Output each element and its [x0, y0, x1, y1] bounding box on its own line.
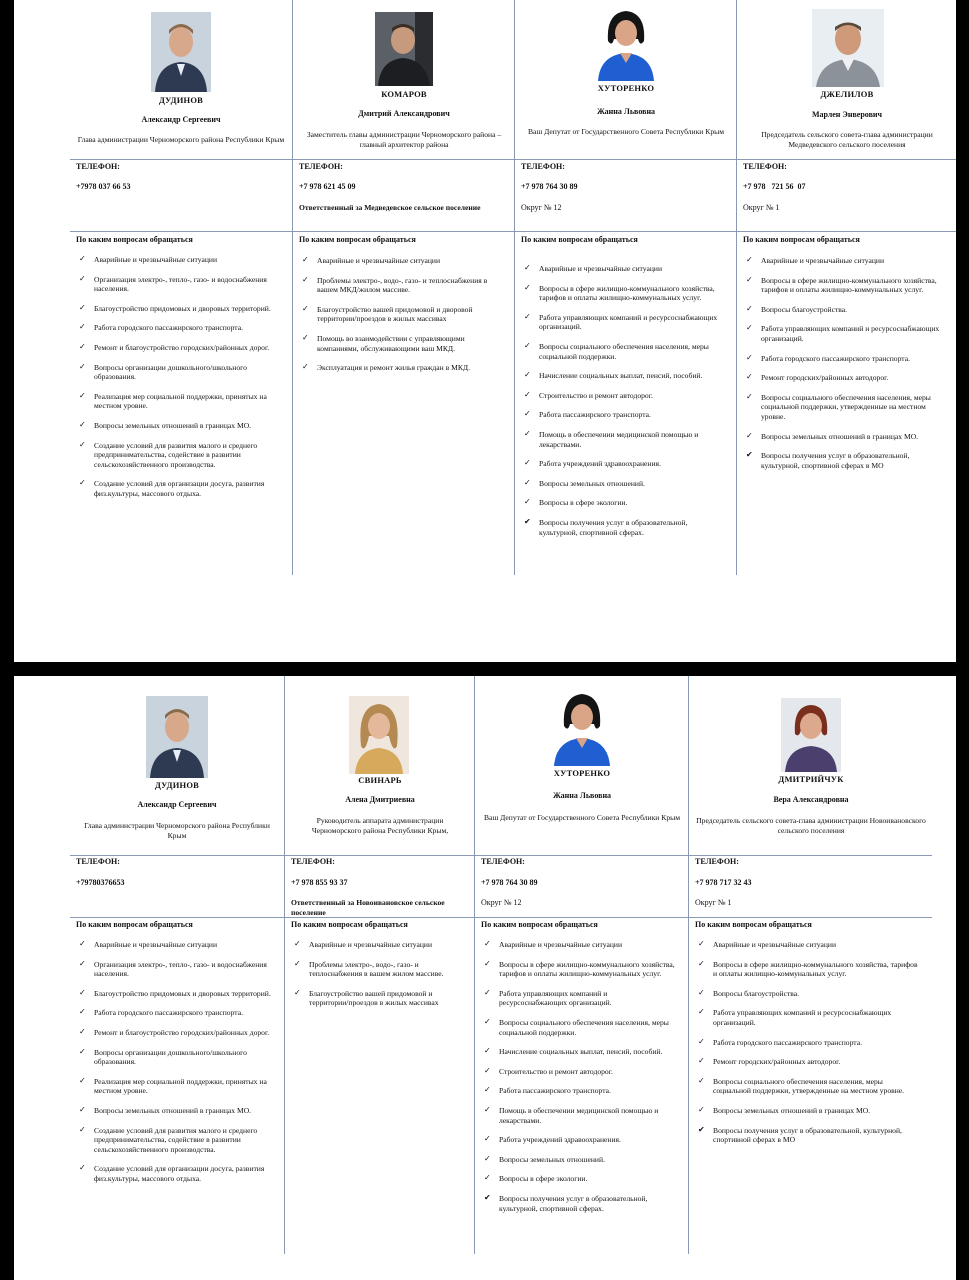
check-icon: ✓: [79, 1163, 86, 1173]
list-item: ✓ Вопросы в сфере экологии.: [484, 1173, 588, 1184]
list-item: ✓ Благоустройство придомовых и дворовых территорий.: [79, 987, 271, 998]
person-surname: ДУДИНОВ: [158, 95, 204, 105]
list-item: ✓ Работа учреждений здравоохранения.: [484, 1134, 621, 1145]
list-item: ✓ Работа городского пассажирского транспорта.: [79, 322, 243, 333]
topics-list: [475, 940, 689, 1223]
list-item: ✓ Реализация мер социальной поддержки, принятых на местном уровне.: [79, 390, 267, 411]
check-icon: ✓: [79, 958, 86, 968]
topics-list: [515, 264, 737, 547]
check-icon: ✓: [698, 939, 705, 948]
responsibility-note: Ответственный за Новоивановское сельское поселение: [291, 898, 445, 917]
check-icon: ✓: [524, 370, 531, 380]
check-icon: ✓: [746, 274, 753, 284]
check-icon: ✓: [484, 939, 491, 948]
list-item: ✓ Работа городского пассажирского транспорта.: [746, 352, 910, 363]
list-item: ✓ Аварийные и чрезвычайные ситуации: [79, 254, 218, 264]
phone-number: +79780376653: [76, 878, 125, 887]
portrait-photo: [146, 696, 208, 778]
list-item: ✓ Ремонт и благоустройство городских/районных дорог.: [79, 341, 270, 352]
person-surname: ХУТОРЕНКО: [597, 83, 655, 93]
check-icon: ✔: [524, 516, 531, 526]
list-item: ✓ Вопросы организации дошкольного/школьного образования.: [79, 361, 247, 382]
person-position: Глава администрации Черноморского района Республики Крым: [77, 135, 285, 144]
contact-card-dudinov: [70, 0, 292, 575]
check-icon: ✓: [524, 340, 531, 350]
list-item: ✓ Вопросы организации дошкольного/школьного образования.: [79, 1046, 247, 1067]
questions-heading: По каким вопросам обращаться: [481, 920, 598, 929]
list-item: ✓ Вопросы земельных отношений в границах МО.: [79, 1104, 252, 1115]
phone-label: ТЕЛЕФОН:: [481, 857, 525, 866]
list-item: ✓ Ремонт и благоустройство городских/районных дорог.: [79, 1026, 270, 1037]
list-item: ✓ Работа управляющих компаний и ресурсоснабжающих организаций.: [524, 311, 718, 332]
check-icon: ✔: [484, 1192, 491, 1202]
questions-heading: По каким вопросам обращаться: [299, 235, 416, 244]
portrait-photo: [812, 9, 884, 87]
list-item: ✓ Вопросы земельных отношений в границах МО.: [79, 419, 252, 430]
list-item: ✓ Вопросы в сфере экологии.: [524, 497, 628, 508]
list-item: ✓ Создание условий для развития малого и среднего предпринимательства, содействие в развитии сельскохозяйственного производства.: [79, 439, 258, 469]
check-icon: ✔: [698, 1124, 705, 1134]
person-surname: ДУДИНОВ: [154, 780, 200, 790]
contact-card-dudinov: [70, 676, 284, 1254]
phone-label: ТЕЛЕФОН:: [743, 162, 787, 171]
person-position: Глава администрации Черноморского района Республики Крым: [84, 821, 270, 840]
check-icon: ✓: [698, 958, 705, 968]
contact-card-dmitriychuk: [688, 676, 933, 1254]
contact-card-svinar: [284, 676, 475, 1254]
list-item: ✓ Аварийные и чрезвычайные ситуации: [79, 939, 218, 949]
check-icon: ✓: [302, 303, 309, 313]
person-position: Заместитель главы администрации Черноморского района – главный архитектор района: [306, 130, 502, 149]
list-item: ✓ Вопросы земельных отношений в границах МО.: [698, 1104, 871, 1115]
check-icon: ✓: [79, 322, 86, 332]
person-surname: ДМИТРИЙЧУК: [778, 774, 844, 784]
list-item: ✓ Создание условий для организации досуга, развития физ.культуры, массового отдыха.: [79, 478, 265, 498]
responsibility-note: Ответственный за Медведевское сельское поселение: [299, 203, 481, 212]
check-icon: ✓: [484, 1134, 491, 1144]
portrait-photo: [550, 688, 614, 766]
person-surname: СВИНАРЬ: [358, 775, 402, 785]
list-item: ✓ Строительство и ремонт автодорог.: [484, 1065, 613, 1076]
list-item: ✓ Эксплуатация и ремонт жилья граждан в МКД.: [302, 362, 470, 373]
list-item: ✓ Ремонт городских/районных автодорог.: [698, 1056, 841, 1067]
list-item: ✓ Работа управляющих компаний и ресурсоснабжающих организаций.: [746, 323, 940, 343]
person-given-name: Марлен Энверович: [811, 110, 883, 119]
district-number: Округ № 12: [521, 203, 562, 212]
list-item: ✓ Создание условий для развития малого и среднего предпринимательства, содействие в развитии сельскохозяйственного производства.: [79, 1124, 258, 1154]
check-icon: ✓: [524, 389, 531, 399]
phone-label: ТЕЛЕФОН:: [76, 857, 120, 866]
divider: [70, 855, 932, 856]
phone-label: ТЕЛЕФОН:: [521, 162, 565, 171]
check-icon: ✓: [524, 428, 531, 438]
portrait-photo: [151, 12, 211, 92]
list-item: ✓ Помощь в обеспечении медицинской помощью и лекарствами.: [484, 1104, 659, 1125]
person-position: Ваш Депутат от Государственного Совета Республики Крым: [527, 127, 725, 136]
check-icon: ✓: [746, 323, 753, 333]
list-item: ✓ Начисление социальных выплат, пенсий, пособий.: [524, 370, 703, 381]
list-item: ✓ Работа управляющих компаний и ресурсоснабжающих организаций.: [698, 1007, 892, 1027]
check-icon: ✓: [698, 1056, 705, 1066]
check-icon: ✓: [746, 303, 753, 313]
list-item: ✓ Вопросы в сфере жилищно-коммунального хозяйства, тарифов и оплаты жилищно-коммунальных услуг.: [746, 274, 937, 295]
check-icon: ✓: [484, 958, 491, 968]
check-icon: ✓: [79, 1075, 86, 1085]
questions-heading: По каким вопросам обращаться: [76, 235, 193, 244]
check-icon: ✓: [79, 341, 86, 351]
check-icon: ✓: [524, 311, 531, 321]
list-item: ✓ Аварийные и чрезвычайные ситуации: [746, 255, 885, 265]
contact-card-dzhelilov: [736, 0, 956, 575]
document-page-1: [14, 0, 956, 662]
questions-heading: По каким вопросам обращаться: [291, 920, 408, 929]
list-item: ✓ Вопросы земельных отношений.: [524, 477, 645, 488]
list-item: ✓ Проблемы электро-, водо-, газо- и теплоснабжения в вашем жилом массиве.: [294, 958, 444, 979]
phone-label: ТЕЛЕФОН:: [695, 857, 739, 866]
list-item: ✓ Начисление социальных выплат, пенсий, пособий.: [484, 1046, 663, 1057]
list-item: ✓ Вопросы земельных отношений в границах МО.: [746, 430, 919, 441]
check-icon: ✓: [302, 274, 309, 284]
list-item: ✓ Аварийные и чрезвычайные ситуации: [302, 255, 441, 265]
list-item: ✔ Вопросы получения услуг в образовательной, культурной, спортивной сферах в МО: [698, 1124, 902, 1145]
check-icon: ✓: [79, 987, 86, 997]
portrait-photo: [375, 12, 433, 86]
phone-number: +7 978 764 30 89: [481, 878, 538, 887]
check-icon: ✓: [302, 255, 309, 264]
check-icon: ✓: [524, 409, 531, 419]
check-icon: ✓: [698, 1007, 705, 1017]
check-icon: ✓: [79, 302, 86, 312]
check-icon: ✓: [484, 1065, 491, 1075]
check-icon: ✓: [746, 352, 753, 362]
check-icon: ✓: [484, 1016, 491, 1026]
check-icon: ✓: [524, 477, 531, 487]
list-item: ✓ Благоустройство придомовых и дворовых территорий.: [79, 302, 271, 313]
list-item: ✓ Проблемы электро-, водо-, газо- и теплоснабжения в вашем МКД/жилом массиве.: [302, 274, 488, 295]
person-given-name: Вера Александровна: [773, 795, 849, 804]
check-icon: ✓: [698, 1075, 705, 1085]
check-icon: ✓: [746, 430, 753, 440]
list-item: ✓ Работа управляющих компаний и ресурсоснабжающих организаций.: [484, 987, 612, 1008]
list-item: ✓ Вопросы благоустройства.: [746, 303, 848, 314]
person-given-name: Александр Сергеевич: [137, 800, 217, 809]
person-surname: ХУТОРЕНКО: [553, 768, 611, 778]
person-position: Председатель сельского совета-глава администрации Медведевского сельского поселения: [761, 130, 933, 149]
list-item: ✓ Работа городского пассажирского транспорта.: [698, 1036, 862, 1047]
list-item: ✓ Аварийные и чрезвычайные ситуации: [524, 263, 663, 273]
portrait-photo: [781, 698, 841, 772]
list-item: ✓ Работа учреждений здравоохранения.: [524, 458, 661, 469]
check-icon: ✓: [698, 1036, 705, 1046]
check-icon: ✓: [746, 372, 753, 382]
topics-list: [70, 940, 284, 1194]
questions-heading: По каким вопросам обращаться: [695, 920, 812, 929]
topics-list: [737, 256, 956, 480]
list-item: ✓ Ремонт городских/районных автодорог.: [746, 372, 889, 383]
check-icon: ✓: [79, 361, 86, 371]
phone-number: +7978 037 66 53: [76, 182, 131, 191]
divider: [70, 231, 956, 232]
person-position: Руководитель аппарата администрации Черноморского района Республики Крым,: [311, 816, 449, 835]
check-icon: ✓: [524, 458, 531, 468]
list-item: ✓ Вопросы социального обеспечения населения, меры социальной поддержки.: [484, 1016, 669, 1037]
check-icon: ✓: [294, 987, 301, 997]
phone-number: +7 978 855 93 37: [291, 878, 348, 887]
check-icon: ✓: [79, 419, 86, 429]
check-icon: ✓: [698, 987, 705, 997]
person-given-name: Александр Сергеевич: [141, 115, 221, 124]
check-icon: ✓: [79, 273, 86, 283]
check-icon: ✓: [746, 391, 753, 401]
list-item: ✔ Вопросы получения услуг в образовательной, культурной, спортивной сферах.: [524, 516, 688, 537]
check-icon: ✓: [79, 1026, 86, 1036]
check-icon: ✓: [524, 263, 531, 272]
person-position: Председатель сельского совета-глава администрации Новоивановского сельского поселения: [696, 816, 926, 835]
list-item: ✓ Строительство и ремонт автодорог.: [524, 389, 653, 400]
check-icon: ✓: [746, 255, 753, 264]
check-icon: ✓: [79, 254, 86, 263]
check-icon: ✓: [302, 332, 309, 342]
list-item: ✓ Организация электро-, тепло-, газо- и водоснабжения населения.: [79, 273, 267, 294]
list-item: ✓ Вопросы благоустройства.: [698, 987, 800, 998]
list-item: ✓ Аварийные и чрезвычайные ситуации: [294, 939, 433, 949]
questions-heading: По каким вопросам обращаться: [521, 235, 638, 244]
check-icon: ✓: [79, 1104, 86, 1114]
topics-list: [689, 940, 933, 1155]
person-given-name: Дмитрий Александрович: [358, 109, 450, 118]
list-item: ✓ Аварийные и чрезвычайные ситуации: [698, 939, 837, 949]
phone-number: +7 978 717 32 43: [695, 878, 752, 887]
list-item: ✓ Вопросы в сфере жилищно-коммунального хозяйства, тарифов и оплаты жилищно-коммунальных услуг.: [524, 282, 715, 303]
check-icon: ✓: [302, 362, 309, 372]
contact-card-komarov: [292, 0, 515, 575]
list-item: ✓ Вопросы в сфере жилищно-коммунального хозяйства, тарифов и оплаты жилищно-коммунальных услуг.: [484, 958, 675, 979]
list-item: ✓ Аварийные и чрезвычайные ситуации: [484, 939, 623, 949]
phone-number: +7 978 621 45 09: [299, 182, 356, 191]
check-icon: ✓: [79, 390, 86, 400]
portrait-photo: [349, 696, 409, 774]
questions-heading: По каким вопросам обращаться: [743, 235, 860, 244]
topics-list: [285, 940, 475, 1018]
check-icon: ✓: [79, 1046, 86, 1056]
phone-label: ТЕЛЕФОН:: [76, 162, 120, 171]
check-icon: ✓: [484, 1173, 491, 1183]
check-icon: ✓: [484, 1153, 491, 1163]
list-item: ✓ Создание условий для организации досуга, развития физ.культуры, массового отдыха.: [79, 1163, 265, 1183]
check-icon: ✓: [79, 939, 86, 948]
list-item: ✓ Помощь во взаимодействии с управляющими компаниями, обслуживающими ваш МКД.: [302, 332, 465, 353]
check-icon: ✓: [698, 1104, 705, 1114]
phone-label: ТЕЛЕФОН:: [299, 162, 343, 171]
person-given-name: Жанна Львовна: [596, 107, 656, 116]
district-number: Округ № 1: [695, 898, 732, 907]
list-item: ✓ Работа пассажирского транспорта.: [524, 409, 651, 420]
check-icon: ✓: [79, 1124, 86, 1134]
contact-card-khutorenko: [474, 676, 689, 1254]
divider: [70, 159, 956, 160]
list-item: ✓ Вопросы земельных отношений.: [484, 1153, 605, 1164]
check-icon: ✓: [484, 987, 491, 997]
list-item: ✔ Вопросы получения услуг в образовательной, культурной, спортивной сферах.: [484, 1192, 648, 1213]
list-item: ✓ Реализация мер социальной поддержки, принятых на местном уровне.: [79, 1075, 267, 1096]
list-item: ✓ Работа городского пассажирского транспорта.: [79, 1007, 243, 1018]
check-icon: ✓: [524, 497, 531, 507]
divider: [70, 917, 932, 918]
list-item: ✓ Благоустройство вашей придомовой и территории/проездов в жилых массивах: [294, 987, 439, 1008]
topics-list: [293, 256, 515, 383]
phone-number: +7 978 764 30 89: [521, 182, 578, 191]
list-item: ✓ Работа пассажирского транспорта.: [484, 1085, 611, 1096]
check-icon: ✔: [746, 450, 753, 460]
check-icon: ✓: [79, 1007, 86, 1017]
check-icon: ✓: [294, 939, 301, 948]
contact-card-khutorenko: [514, 0, 737, 575]
list-item: ✓ Помощь в обеспечении медицинской помощью и лекарствами.: [524, 428, 699, 449]
check-icon: ✓: [79, 439, 86, 449]
list-item: ✓ Вопросы социального обеспечения населения, меры социальной поддержки, утвержденные на местном уровне.: [746, 391, 931, 421]
check-icon: ✓: [294, 958, 301, 968]
check-icon: ✓: [484, 1085, 491, 1095]
district-number: Округ № 1: [743, 203, 780, 212]
check-icon: ✓: [524, 282, 531, 292]
phone-label: ТЕЛЕФОН:: [291, 857, 335, 866]
district-number: Округ № 12: [481, 898, 522, 907]
person-surname: ДЖЕЛИЛОВ: [820, 89, 874, 99]
document-page-2: [14, 676, 956, 1280]
check-icon: ✓: [484, 1104, 491, 1114]
list-item: ✓ Вопросы в сфере жилищно-коммунального хозяйства, тарифов и оплаты жилищно-коммунальных услуг.: [698, 958, 918, 979]
list-item: ✓ Вопросы социального обеспечения населения, меры социальной поддержки, утвержденные на местном уровне.: [698, 1075, 905, 1096]
list-item: ✓ Вопросы социального обеспечения населения, меры социальной поддержки.: [524, 340, 709, 361]
list-item: ✓ Благоустройство вашей придомовой и дворовой территории/проездов в жилых массивах: [302, 303, 473, 324]
check-icon: ✓: [484, 1046, 491, 1056]
questions-heading: По каким вопросам обращаться: [76, 920, 193, 929]
list-item: ✔ Вопросы получения услуг в образовательной, культурной, спортивной сферах в МО: [746, 450, 910, 470]
portrait-photo: [594, 5, 658, 81]
person-position: Ваш Депутат от Государственного Совета Республики Крым: [483, 813, 681, 822]
list-item: ✓ Организация электро-, тепло-, газо- и водоснабжения населения.: [79, 958, 267, 979]
person-given-name: Алена Дмитриевна: [345, 795, 415, 804]
topics-list: [70, 255, 292, 509]
phone-number: +7 978 721 56 07: [743, 182, 806, 191]
person-given-name: Жанна Львовна: [552, 791, 612, 800]
person-surname: КОМАРОВ: [381, 89, 427, 99]
check-icon: ✓: [79, 478, 86, 488]
